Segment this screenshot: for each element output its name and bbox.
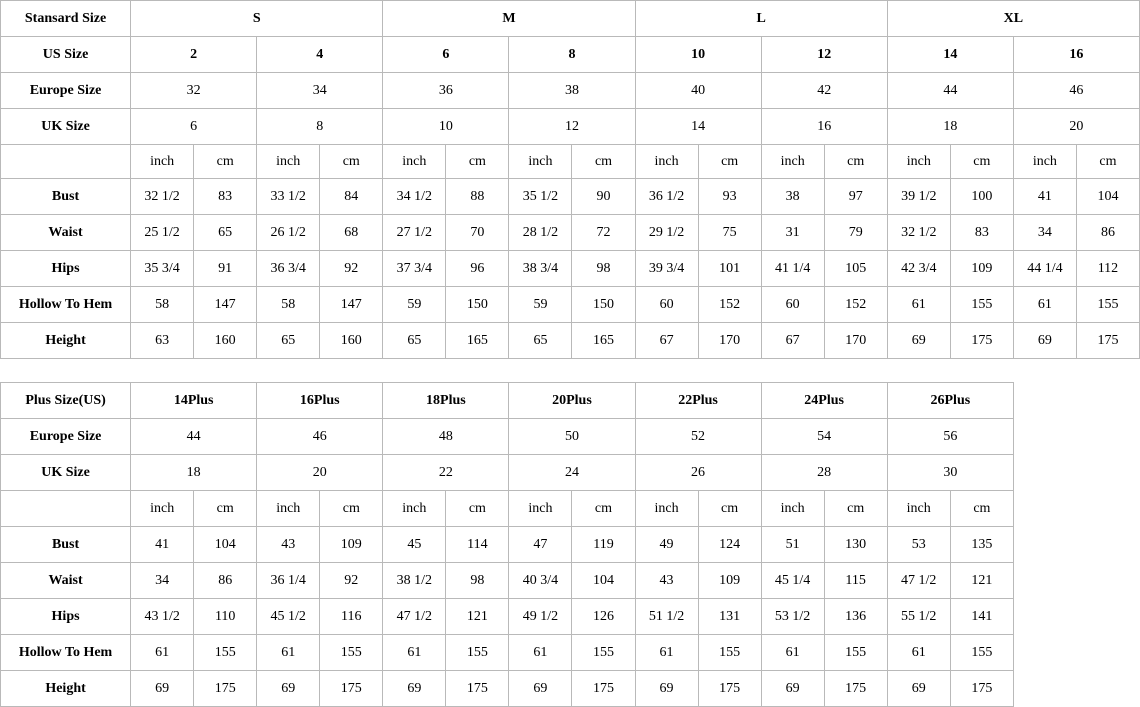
uk-size-value: 12	[509, 109, 635, 145]
uk-size-value: 16	[761, 109, 887, 145]
measurement-cell: 25 1/2	[131, 215, 194, 251]
table-row-units	[1, 145, 1140, 179]
measurement-cell: 34	[1013, 215, 1076, 251]
uk-size-value: 24	[509, 455, 635, 491]
measurement-cell: 175	[950, 323, 1013, 359]
table-row-units	[1, 491, 1014, 527]
unit-cell: inch	[131, 491, 194, 527]
measurement-cell: 27 1/2	[383, 215, 446, 251]
table-row	[1, 563, 1014, 599]
measurement-cell: 75	[698, 215, 761, 251]
measurement-cell: 69	[635, 671, 698, 707]
unit-cell: inch	[761, 491, 824, 527]
measurement-cell: 155	[1076, 287, 1139, 323]
measurement-cell: 141	[950, 599, 1013, 635]
measurement-cell: 79	[824, 215, 887, 251]
measurement-cell: 86	[1076, 215, 1139, 251]
table-row	[1, 251, 1140, 287]
measurement-cell: 115	[824, 563, 887, 599]
unit-cell: inch	[509, 145, 572, 179]
measurement-cell: 83	[194, 179, 257, 215]
measurement-cell: 155	[824, 635, 887, 671]
measurement-cell: 121	[950, 563, 1013, 599]
row-label-waist: Waist	[1, 215, 131, 251]
us-size-value: 8	[509, 37, 635, 73]
measurement-cell: 126	[572, 599, 635, 635]
measurement-cell: 43	[257, 527, 320, 563]
units-row-blank-cell	[1, 145, 131, 179]
measurement-cell: 67	[761, 323, 824, 359]
measurement-cell: 84	[320, 179, 383, 215]
measurement-cell: 49	[635, 527, 698, 563]
table-row-uk-size	[1, 455, 1014, 491]
unit-cell: cm	[446, 491, 509, 527]
uk-size-value: 14	[635, 109, 761, 145]
measurement-cell: 65	[257, 323, 320, 359]
row-label-uk-size: UK Size	[1, 109, 131, 145]
unit-cell: cm	[572, 491, 635, 527]
plus-size-table	[0, 382, 1014, 707]
measurement-cell: 45 1/2	[257, 599, 320, 635]
measurement-cell: 104	[194, 527, 257, 563]
row-label-bust: Bust	[1, 527, 131, 563]
measurement-cell: 121	[446, 599, 509, 635]
measurement-cell: 155	[950, 635, 1013, 671]
measurement-cell: 34	[131, 563, 194, 599]
units-row-blank-cell	[1, 491, 131, 527]
measurement-cell: 69	[761, 671, 824, 707]
measurement-cell: 61	[761, 635, 824, 671]
measurement-cell: 36 3/4	[257, 251, 320, 287]
us-size-value: 4	[257, 37, 383, 73]
measurement-cell: 175	[194, 671, 257, 707]
measurement-cell: 96	[446, 251, 509, 287]
plus-size-value: 18Plus	[383, 383, 509, 419]
size-group-m: M	[383, 1, 635, 37]
measurement-cell: 49 1/2	[509, 599, 572, 635]
measurement-cell: 175	[1076, 323, 1139, 359]
measurement-cell: 61	[1013, 287, 1076, 323]
europe-size-value: 38	[509, 73, 635, 109]
measurement-cell: 165	[572, 323, 635, 359]
measurement-cell: 155	[698, 635, 761, 671]
measurement-cell: 33 1/2	[257, 179, 320, 215]
measurement-cell: 65	[509, 323, 572, 359]
measurement-cell: 160	[194, 323, 257, 359]
europe-size-value: 44	[887, 73, 1013, 109]
measurement-cell: 152	[824, 287, 887, 323]
measurement-cell: 41	[1013, 179, 1076, 215]
europe-size-value: 48	[383, 419, 509, 455]
unit-cell: inch	[509, 491, 572, 527]
plus-size-value: 16Plus	[257, 383, 383, 419]
measurement-cell: 104	[1076, 179, 1139, 215]
measurement-cell: 170	[824, 323, 887, 359]
europe-size-value: 42	[761, 73, 887, 109]
measurement-cell: 41 1/4	[761, 251, 824, 287]
measurement-cell: 59	[509, 287, 572, 323]
unit-cell: cm	[320, 145, 383, 179]
measurement-cell: 175	[698, 671, 761, 707]
measurement-cell: 51 1/2	[635, 599, 698, 635]
us-size-value: 2	[131, 37, 257, 73]
measurement-cell: 60	[635, 287, 698, 323]
measurement-cell: 65	[383, 323, 446, 359]
europe-size-value: 36	[383, 73, 509, 109]
measurement-cell: 150	[446, 287, 509, 323]
uk-size-value: 18	[887, 109, 1013, 145]
us-size-value: 14	[887, 37, 1013, 73]
measurement-cell: 101	[698, 251, 761, 287]
unit-cell: inch	[131, 145, 194, 179]
row-label-height: Height	[1, 671, 131, 707]
measurement-cell: 119	[572, 527, 635, 563]
unit-cell: cm	[446, 145, 509, 179]
unit-cell: cm	[824, 145, 887, 179]
measurement-cell: 42 3/4	[887, 251, 950, 287]
measurement-cell: 39 1/2	[887, 179, 950, 215]
measurement-cell: 147	[320, 287, 383, 323]
measurement-cell: 61	[635, 635, 698, 671]
table-row-plus-header	[1, 383, 1014, 419]
unit-cell: cm	[1076, 145, 1139, 179]
plus-size-value: 26Plus	[887, 383, 1013, 419]
unit-cell: inch	[635, 145, 698, 179]
table-row	[1, 215, 1140, 251]
measurement-cell: 124	[698, 527, 761, 563]
measurement-cell: 110	[194, 599, 257, 635]
measurement-cell: 98	[572, 251, 635, 287]
measurement-cell: 104	[572, 563, 635, 599]
unit-cell: cm	[824, 491, 887, 527]
measurement-cell: 116	[320, 599, 383, 635]
measurement-cell: 69	[131, 671, 194, 707]
unit-cell: inch	[761, 145, 824, 179]
measurement-cell: 39 3/4	[635, 251, 698, 287]
measurement-cell: 61	[887, 287, 950, 323]
uk-size-value: 10	[383, 109, 509, 145]
measurement-cell: 97	[824, 179, 887, 215]
measurement-cell: 32 1/2	[131, 179, 194, 215]
unit-cell: cm	[194, 145, 257, 179]
standard-corner-label: Stansard Size	[1, 1, 131, 37]
measurement-cell: 130	[824, 527, 887, 563]
measurement-cell: 165	[446, 323, 509, 359]
us-size-value: 6	[383, 37, 509, 73]
measurement-cell: 58	[131, 287, 194, 323]
measurement-cell: 147	[194, 287, 257, 323]
row-label-europe-size: Europe Size	[1, 419, 131, 455]
measurement-cell: 69	[1013, 323, 1076, 359]
table-row	[1, 671, 1014, 707]
measurement-cell: 175	[572, 671, 635, 707]
measurement-cell: 28 1/2	[509, 215, 572, 251]
measurement-cell: 61	[257, 635, 320, 671]
measurement-cell: 36 1/4	[257, 563, 320, 599]
measurement-cell: 114	[446, 527, 509, 563]
measurement-cell: 43	[635, 563, 698, 599]
unit-cell: inch	[383, 491, 446, 527]
plus-size-value: 20Plus	[509, 383, 635, 419]
measurement-cell: 70	[446, 215, 509, 251]
measurement-cell: 32 1/2	[887, 215, 950, 251]
measurement-cell: 155	[194, 635, 257, 671]
measurement-cell: 45	[383, 527, 446, 563]
us-size-value: 10	[635, 37, 761, 73]
measurement-cell: 67	[635, 323, 698, 359]
uk-size-value: 28	[761, 455, 887, 491]
measurement-cell: 92	[320, 563, 383, 599]
unit-cell: cm	[950, 145, 1013, 179]
us-size-value: 12	[761, 37, 887, 73]
row-label-height: Height	[1, 323, 131, 359]
measurement-cell: 155	[446, 635, 509, 671]
measurement-cell: 45 1/4	[761, 563, 824, 599]
table-row	[1, 527, 1014, 563]
measurement-cell: 63	[131, 323, 194, 359]
measurement-cell: 175	[320, 671, 383, 707]
measurement-cell: 170	[698, 323, 761, 359]
row-label-hollow-to-hem: Hollow To Hem	[1, 635, 131, 671]
measurement-cell: 93	[698, 179, 761, 215]
measurement-cell: 160	[320, 323, 383, 359]
uk-size-value: 30	[887, 455, 1013, 491]
unit-cell: cm	[950, 491, 1013, 527]
table-row-group-header	[1, 1, 1140, 37]
table-row-europe-size	[1, 73, 1140, 109]
measurement-cell: 150	[572, 287, 635, 323]
unit-cell: cm	[320, 491, 383, 527]
measurement-cell: 31	[761, 215, 824, 251]
measurement-cell: 100	[950, 179, 1013, 215]
unit-cell: inch	[887, 491, 950, 527]
plus-size-value: 22Plus	[635, 383, 761, 419]
row-label-bust: Bust	[1, 179, 131, 215]
measurement-cell: 92	[320, 251, 383, 287]
size-group-s: S	[131, 1, 383, 37]
measurement-cell: 58	[257, 287, 320, 323]
measurement-cell: 109	[698, 563, 761, 599]
measurement-cell: 69	[383, 671, 446, 707]
measurement-cell: 40 3/4	[509, 563, 572, 599]
measurement-cell: 131	[698, 599, 761, 635]
measurement-cell: 98	[446, 563, 509, 599]
unit-cell: cm	[194, 491, 257, 527]
measurement-cell: 35 1/2	[509, 179, 572, 215]
measurement-cell: 34 1/2	[383, 179, 446, 215]
measurement-cell: 41	[131, 527, 194, 563]
uk-size-value: 6	[131, 109, 257, 145]
measurement-cell: 26 1/2	[257, 215, 320, 251]
measurement-cell: 83	[950, 215, 1013, 251]
measurement-cell: 69	[887, 323, 950, 359]
unit-cell: cm	[698, 491, 761, 527]
unit-cell: inch	[887, 145, 950, 179]
europe-size-value: 44	[131, 419, 257, 455]
measurement-cell: 86	[194, 563, 257, 599]
measurement-cell: 175	[950, 671, 1013, 707]
measurement-cell: 69	[887, 671, 950, 707]
row-label-uk-size: UK Size	[1, 455, 131, 491]
unit-cell: inch	[1013, 145, 1076, 179]
uk-size-value: 22	[383, 455, 509, 491]
row-label-hips: Hips	[1, 251, 131, 287]
measurement-cell: 38	[761, 179, 824, 215]
unit-cell: inch	[257, 145, 320, 179]
uk-size-value: 8	[257, 109, 383, 145]
table-row-us-size	[1, 37, 1140, 73]
measurement-cell: 60	[761, 287, 824, 323]
measurement-cell: 59	[383, 287, 446, 323]
uk-size-value: 20	[257, 455, 383, 491]
measurement-cell: 61	[509, 635, 572, 671]
measurement-cell: 44 1/4	[1013, 251, 1076, 287]
measurement-cell: 38 3/4	[509, 251, 572, 287]
row-label-hollow-to-hem: Hollow To Hem	[1, 287, 131, 323]
table-row	[1, 599, 1014, 635]
measurement-cell: 135	[950, 527, 1013, 563]
row-label-hips: Hips	[1, 599, 131, 635]
row-label-us-size: US Size	[1, 37, 131, 73]
uk-size-value: 18	[131, 455, 257, 491]
europe-size-value: 34	[257, 73, 383, 109]
measurement-cell: 72	[572, 215, 635, 251]
measurement-cell: 61	[887, 635, 950, 671]
measurement-cell: 53	[887, 527, 950, 563]
measurement-cell: 136	[824, 599, 887, 635]
measurement-cell: 91	[194, 251, 257, 287]
table-row	[1, 323, 1140, 359]
uk-size-value: 20	[1013, 109, 1139, 145]
table-row	[1, 287, 1140, 323]
measurement-cell: 155	[950, 287, 1013, 323]
europe-size-value: 52	[635, 419, 761, 455]
measurement-cell: 90	[572, 179, 635, 215]
measurement-cell: 109	[950, 251, 1013, 287]
measurement-cell: 47 1/2	[383, 599, 446, 635]
measurement-cell: 35 3/4	[131, 251, 194, 287]
row-label-waist: Waist	[1, 563, 131, 599]
us-size-value: 16	[1013, 37, 1139, 73]
plus-corner-label: Plus Size(US)	[1, 383, 131, 419]
measurement-cell: 55 1/2	[887, 599, 950, 635]
measurement-cell: 175	[824, 671, 887, 707]
measurement-cell: 175	[446, 671, 509, 707]
measurement-cell: 43 1/2	[131, 599, 194, 635]
plus-size-value: 24Plus	[761, 383, 887, 419]
measurement-cell: 68	[320, 215, 383, 251]
table-row-europe-size	[1, 419, 1014, 455]
unit-cell: inch	[383, 145, 446, 179]
unit-cell: inch	[635, 491, 698, 527]
measurement-cell: 51	[761, 527, 824, 563]
plus-size-value: 14Plus	[131, 383, 257, 419]
measurement-cell: 112	[1076, 251, 1139, 287]
europe-size-value: 56	[887, 419, 1013, 455]
europe-size-value: 46	[257, 419, 383, 455]
measurement-cell: 61	[131, 635, 194, 671]
measurement-cell: 152	[698, 287, 761, 323]
unit-cell: cm	[698, 145, 761, 179]
size-group-xl: XL	[887, 1, 1139, 37]
measurement-cell: 65	[194, 215, 257, 251]
measurement-cell: 47	[509, 527, 572, 563]
size-group-l: L	[635, 1, 887, 37]
row-label-europe-size: Europe Size	[1, 73, 131, 109]
measurement-cell: 105	[824, 251, 887, 287]
europe-size-value: 50	[509, 419, 635, 455]
table-row	[1, 635, 1014, 671]
europe-size-value: 46	[1013, 73, 1139, 109]
unit-cell: inch	[257, 491, 320, 527]
measurement-cell: 155	[572, 635, 635, 671]
europe-size-value: 54	[761, 419, 887, 455]
measurement-cell: 29 1/2	[635, 215, 698, 251]
europe-size-value: 32	[131, 73, 257, 109]
table-row	[1, 179, 1140, 215]
measurement-cell: 37 3/4	[383, 251, 446, 287]
europe-size-value: 40	[635, 73, 761, 109]
unit-cell: cm	[572, 145, 635, 179]
uk-size-value: 26	[635, 455, 761, 491]
measurement-cell: 38 1/2	[383, 563, 446, 599]
measurement-cell: 69	[509, 671, 572, 707]
measurement-cell: 53 1/2	[761, 599, 824, 635]
measurement-cell: 61	[383, 635, 446, 671]
measurement-cell: 36 1/2	[635, 179, 698, 215]
measurement-cell: 88	[446, 179, 509, 215]
measurement-cell: 69	[257, 671, 320, 707]
measurement-cell: 47 1/2	[887, 563, 950, 599]
measurement-cell: 109	[320, 527, 383, 563]
table-row-uk-size	[1, 109, 1140, 145]
measurement-cell: 155	[320, 635, 383, 671]
